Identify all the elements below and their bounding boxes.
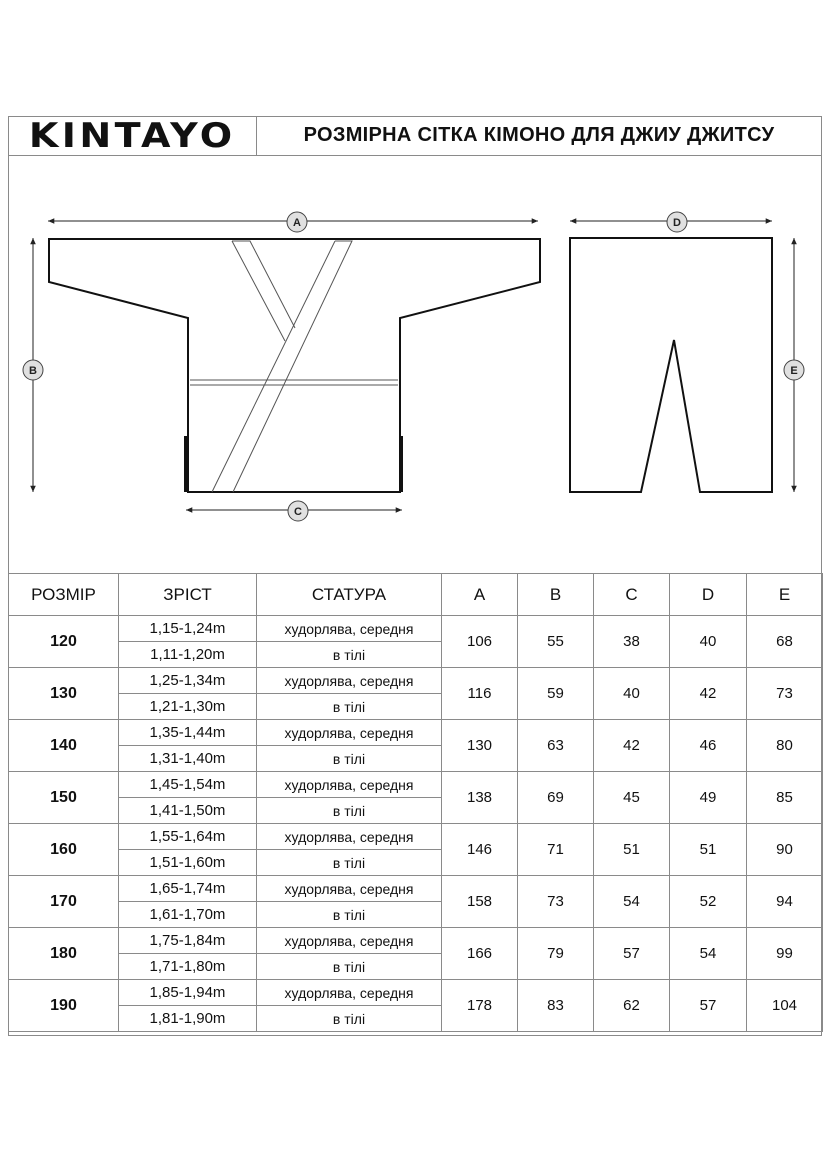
measure-a-cell: 138 (442, 772, 518, 824)
height-cell: 1,25-1,34m (119, 668, 257, 694)
col-header-d: D (670, 574, 747, 616)
measure-b-cell: 71 (518, 824, 594, 876)
table-row (9, 720, 823, 746)
build-cell: худорлява, середня (257, 720, 442, 746)
size-cell: 120 (9, 616, 119, 668)
col-header-height: ЗРІСТ (119, 574, 257, 616)
measure-a-cell: 116 (442, 668, 518, 720)
measure-b-cell: 83 (518, 980, 594, 1032)
dim-e-label: E (790, 365, 798, 377)
measure-c-cell: 62 (594, 980, 670, 1032)
measure-b-cell: 59 (518, 668, 594, 720)
measure-d-cell: 52 (670, 876, 747, 928)
dim-c-label: C (294, 506, 302, 518)
measure-a-cell: 158 (442, 876, 518, 928)
build-cell: в тілі (257, 798, 442, 824)
measure-b-cell: 79 (518, 928, 594, 980)
build-cell: в тілі (257, 694, 442, 720)
measure-e-cell: 90 (747, 824, 823, 876)
page-title: РОЗМІРНА СІТКА КІМОНО ДЛЯ ДЖИУ ДЖИТСУ (303, 124, 775, 146)
build-cell: худорлява, середня (257, 928, 442, 954)
table-row (9, 772, 823, 798)
build-cell: худорлява, середня (257, 980, 442, 1006)
measure-e-cell: 85 (747, 772, 823, 824)
table-header-row (9, 574, 823, 616)
pants-drawing (570, 238, 772, 492)
build-cell: в тілі (257, 1006, 442, 1032)
dim-b-label: B (29, 365, 37, 377)
measure-e-cell: 80 (747, 720, 823, 772)
jacket-lapels (190, 241, 398, 492)
col-header-build: СТАТУРА (257, 574, 442, 616)
height-cell: 1,75-1,84m (119, 928, 257, 954)
build-cell: в тілі (257, 902, 442, 928)
height-cell: 1,21-1,30m (119, 694, 257, 720)
build-cell: в тілі (257, 746, 442, 772)
height-cell: 1,65-1,74m (119, 876, 257, 902)
measure-a-cell: 178 (442, 980, 518, 1032)
measure-b-cell: 73 (518, 876, 594, 928)
table-row (9, 980, 823, 1006)
table-row (9, 824, 823, 850)
logo-box (8, 116, 257, 155)
size-table-body (9, 616, 823, 1032)
measure-e-cell: 68 (747, 616, 823, 668)
size-cell: 140 (9, 720, 119, 772)
measure-b-cell: 69 (518, 772, 594, 824)
height-cell: 1,31-1,40m (119, 746, 257, 772)
measure-d-cell: 54 (670, 928, 747, 980)
measure-e-cell: 94 (747, 876, 823, 928)
measure-d-cell: 46 (670, 720, 747, 772)
height-cell: 1,81-1,90m (119, 1006, 257, 1032)
col-header-a: A (442, 574, 518, 616)
measure-a-cell: 106 (442, 616, 518, 668)
build-cell: худорлява, середня (257, 824, 442, 850)
table-row (9, 668, 823, 694)
measure-d-cell: 42 (670, 668, 747, 720)
measure-c-cell: 40 (594, 668, 670, 720)
size-cell: 170 (9, 876, 119, 928)
measure-c-cell: 57 (594, 928, 670, 980)
size-cell: 190 (9, 980, 119, 1032)
dim-d-label: D (673, 217, 681, 229)
measure-d-cell: 51 (670, 824, 747, 876)
table-row (9, 876, 823, 902)
measure-c-cell: 38 (594, 616, 670, 668)
height-cell: 1,15-1,24m (119, 616, 257, 642)
build-cell: в тілі (257, 850, 442, 876)
measure-e-cell: 99 (747, 928, 823, 980)
measure-c-cell: 42 (594, 720, 670, 772)
build-cell: худорлява, середня (257, 668, 442, 694)
size-cell: 130 (9, 668, 119, 720)
dimension-arrows (33, 221, 794, 510)
measure-a-cell: 130 (442, 720, 518, 772)
build-cell: худорлява, середня (257, 876, 442, 902)
size-table (8, 573, 823, 1032)
size-cell: 150 (9, 772, 119, 824)
height-cell: 1,35-1,44m (119, 720, 257, 746)
measure-e-cell: 104 (747, 980, 823, 1032)
measure-b-cell: 55 (518, 616, 594, 668)
height-cell: 1,85-1,94m (119, 980, 257, 1006)
measure-c-cell: 54 (594, 876, 670, 928)
height-cell: 1,55-1,64m (119, 824, 257, 850)
measure-e-cell: 73 (747, 668, 823, 720)
height-cell: 1,61-1,70m (119, 902, 257, 928)
table-row (9, 616, 823, 642)
measure-d-cell: 40 (670, 616, 747, 668)
height-cell: 1,51-1,60m (119, 850, 257, 876)
size-cell: 180 (9, 928, 119, 980)
build-cell: в тілі (257, 954, 442, 980)
garment-diagram (0, 156, 828, 573)
measure-d-cell: 57 (670, 980, 747, 1032)
build-cell: в тілі (257, 642, 442, 668)
col-header-b: B (518, 574, 594, 616)
table-row (9, 928, 823, 954)
height-cell: 1,71-1,80m (119, 954, 257, 980)
build-cell: худорлява, середня (257, 616, 442, 642)
dim-a-label: A (293, 217, 301, 229)
height-cell: 1,45-1,54m (119, 772, 257, 798)
measure-c-cell: 45 (594, 772, 670, 824)
col-header-c: C (594, 574, 670, 616)
measure-b-cell: 63 (518, 720, 594, 772)
dimension-markers (23, 212, 804, 521)
col-header-size: РОЗМІР (9, 574, 119, 616)
jacket-drawing (49, 239, 540, 492)
brand-logo: KINTAYO (28, 115, 236, 156)
measure-c-cell: 51 (594, 824, 670, 876)
header (8, 116, 822, 156)
measure-a-cell: 166 (442, 928, 518, 980)
height-cell: 1,41-1,50m (119, 798, 257, 824)
measure-d-cell: 49 (670, 772, 747, 824)
measure-a-cell: 146 (442, 824, 518, 876)
jacket-side-slits (186, 436, 401, 492)
col-header-e: E (747, 574, 823, 616)
build-cell: худорлява, середня (257, 772, 442, 798)
height-cell: 1,11-1,20m (119, 642, 257, 668)
size-cell: 160 (9, 824, 119, 876)
